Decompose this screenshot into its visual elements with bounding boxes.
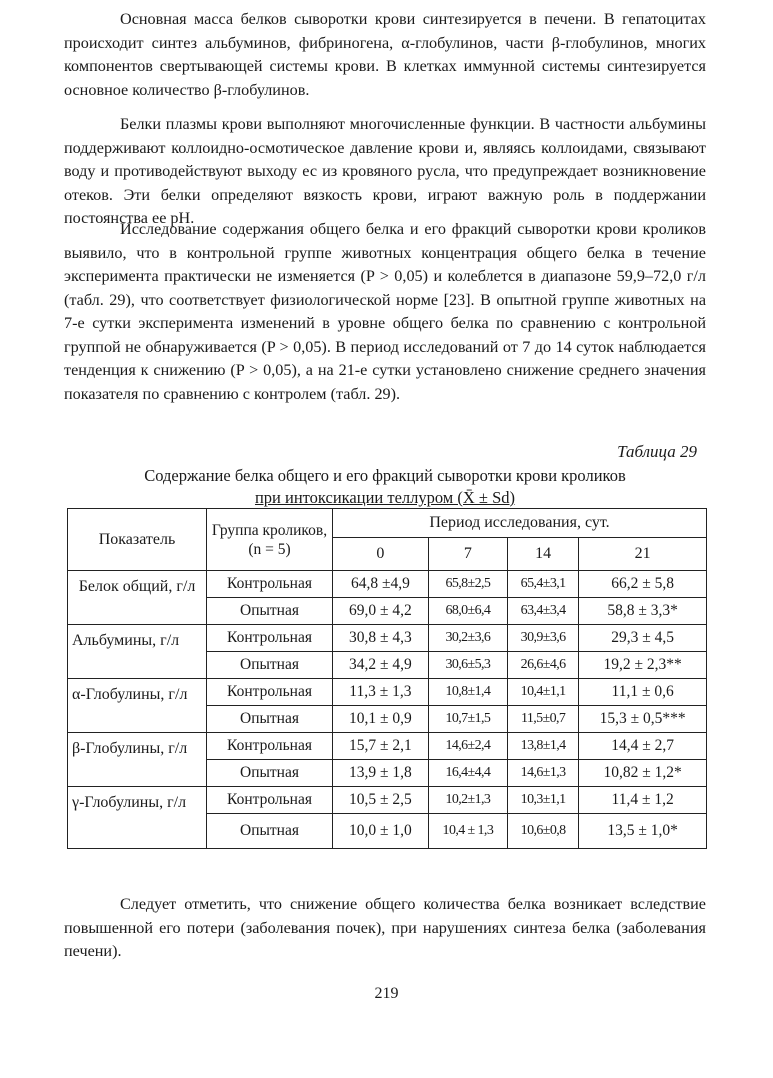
table-row	[68, 625, 707, 652]
value-cell: 10,1 ± 0,9	[333, 706, 429, 733]
value-cell: 30,9±3,6	[508, 625, 579, 652]
value-cell: 15,7 ± 2,1	[333, 733, 429, 760]
table-row	[68, 733, 707, 760]
value-cell: 69,0 ± 4,2	[333, 598, 429, 625]
value-cell: 68,0±6,4	[428, 598, 507, 625]
header-group: Группа кроликов, (n = 5)	[207, 509, 333, 571]
table-row	[68, 571, 707, 598]
value-cell: 14,4 ± 2,7	[579, 733, 707, 760]
table-title	[64, 465, 706, 509]
value-cell: 16,4±4,4	[428, 760, 507, 787]
header-day-14: 14	[508, 538, 579, 571]
value-cell: 14,6±2,4	[428, 733, 507, 760]
table-title-line-1: Содержание белка общего и его фракций сыворотки крови кроликов	[144, 466, 626, 485]
value-cell: 10,82 ± 1,2*	[579, 760, 707, 787]
value-cell: 66,2 ± 5,8	[579, 571, 707, 598]
page-number: 219	[374, 985, 399, 1002]
indicator-cell: α-Глобулины, г/л	[68, 679, 207, 733]
header-indicator: Показатель	[68, 509, 207, 571]
value-cell: 10,7±1,5	[428, 706, 507, 733]
value-cell: 14,6±1,3	[508, 760, 579, 787]
paragraph-2: Белки плазмы крови выполняют многочисленные функции. В частности альбумины поддерживают коллоидно-осмотическое давление крови и, являясь коллоидами, связывают воду и противодействуют выходу ес из кровяного русла, что предупреждает возникновение отеков. Эти белки определяют вязкость крови, играют важную роль в поддержании постоянства ее pH.	[64, 115, 706, 227]
group-cell: Опытная	[207, 598, 333, 625]
value-cell: 10,8±1,4	[428, 679, 507, 706]
paragraph-1: Основная масса белков сыворотки крови синтезируется в печени. В гепатоцитах происходит синтез альбуминов, фибриногена, α-глобулинов, части β-глобулинов, многих компонентов свертывающей системы крови. В клетках иммунной системы синтезируется основное количество β-глобулинов.	[64, 10, 706, 99]
value-cell: 11,1 ± 0,6	[579, 679, 707, 706]
value-cell: 65,4±3,1	[508, 571, 579, 598]
header-period: Период исследования, сут.	[333, 509, 707, 538]
value-cell: 19,2 ± 2,3**	[579, 652, 707, 679]
value-cell: 11,3 ± 1,3	[333, 679, 429, 706]
group-cell: Контрольная	[207, 571, 333, 598]
indicator-cell: β-Глобулины, г/л	[68, 733, 207, 787]
table-row	[68, 787, 707, 814]
value-cell: 26,6±4,6	[508, 652, 579, 679]
value-cell: 10,0 ± 1,0	[333, 814, 429, 849]
value-cell: 29,3 ± 4,5	[579, 625, 707, 652]
group-cell: Контрольная	[207, 625, 333, 652]
table-title-line-2: при интоксикации теллуром (X̄ ± Sd)	[254, 488, 516, 507]
table-row	[68, 679, 707, 706]
indicator-cell: γ-Глобулины, г/л	[68, 787, 207, 849]
value-cell: 11,5±0,7	[508, 706, 579, 733]
group-cell: Контрольная	[207, 679, 333, 706]
header-day-7: 7	[428, 538, 507, 571]
value-cell: 30,2±3,6	[428, 625, 507, 652]
value-cell: 13,5 ± 1,0*	[579, 814, 707, 849]
value-cell: 10,2±1,3	[428, 787, 507, 814]
group-cell: Опытная	[207, 814, 333, 849]
value-cell: 63,4±3,4	[508, 598, 579, 625]
value-cell: 64,8 ±4,9	[333, 571, 429, 598]
paragraph-4: Следует отметить, что снижение общего количества белка возникает вследствие повышенной его потери (заболевания почек), при нарушениях синтеза белка (заболевания печени).	[64, 895, 706, 960]
group-cell: Опытная	[207, 652, 333, 679]
protein-table	[67, 508, 707, 849]
group-cell: Контрольная	[207, 787, 333, 814]
group-cell: Опытная	[207, 706, 333, 733]
group-cell: Контрольная	[207, 733, 333, 760]
value-cell: 30,6±5,3	[428, 652, 507, 679]
value-cell: 11,4 ± 1,2	[579, 787, 707, 814]
value-cell: 13,9 ± 1,8	[333, 760, 429, 787]
value-cell: 10,4 ± 1,3	[428, 814, 507, 849]
indicator-cell: Альбумины, г/л	[68, 625, 207, 679]
value-cell: 58,8 ± 3,3*	[579, 598, 707, 625]
value-cell: 10,4±1,1	[508, 679, 579, 706]
paragraph-3: Исследование содержания общего белка и его фракций сыворотки крови кроликов выявило, что в контрольной группе животных концентрация общего белка в течение эксперимента практически не изменяется (P > 0,05) и колеблется в диапазоне 59,9–72,0 г/л (табл. 29), что соответствует физиологической норме [23]. В опытной группе животных на 7-е сутки эксперимента изменений в уровне общего белка по сравнению с контрольной группой не обнаруживается (P > 0,05). В период исследований от 7 до 14 суток наблюдается тенденция к снижению (P > 0,05), а на 21-е сутки установлено снижение среднего значения показателя по сравнению с контролем (табл. 29).	[64, 220, 706, 403]
value-cell: 13,8±1,4	[508, 733, 579, 760]
value-cell: 10,3±1,1	[508, 787, 579, 814]
value-cell: 65,8±2,5	[428, 571, 507, 598]
value-cell: 15,3 ± 0,5***	[579, 706, 707, 733]
value-cell: 10,5 ± 2,5	[333, 787, 429, 814]
value-cell: 30,8 ± 4,3	[333, 625, 429, 652]
header-day-0: 0	[333, 538, 429, 571]
header-day-21: 21	[579, 538, 707, 571]
value-cell: 34,2 ± 4,9	[333, 652, 429, 679]
group-cell: Опытная	[207, 760, 333, 787]
table-label: Таблица 29	[617, 442, 697, 461]
indicator-cell: Белок общий, г/л	[68, 571, 207, 625]
value-cell: 10,6±0,8	[508, 814, 579, 849]
